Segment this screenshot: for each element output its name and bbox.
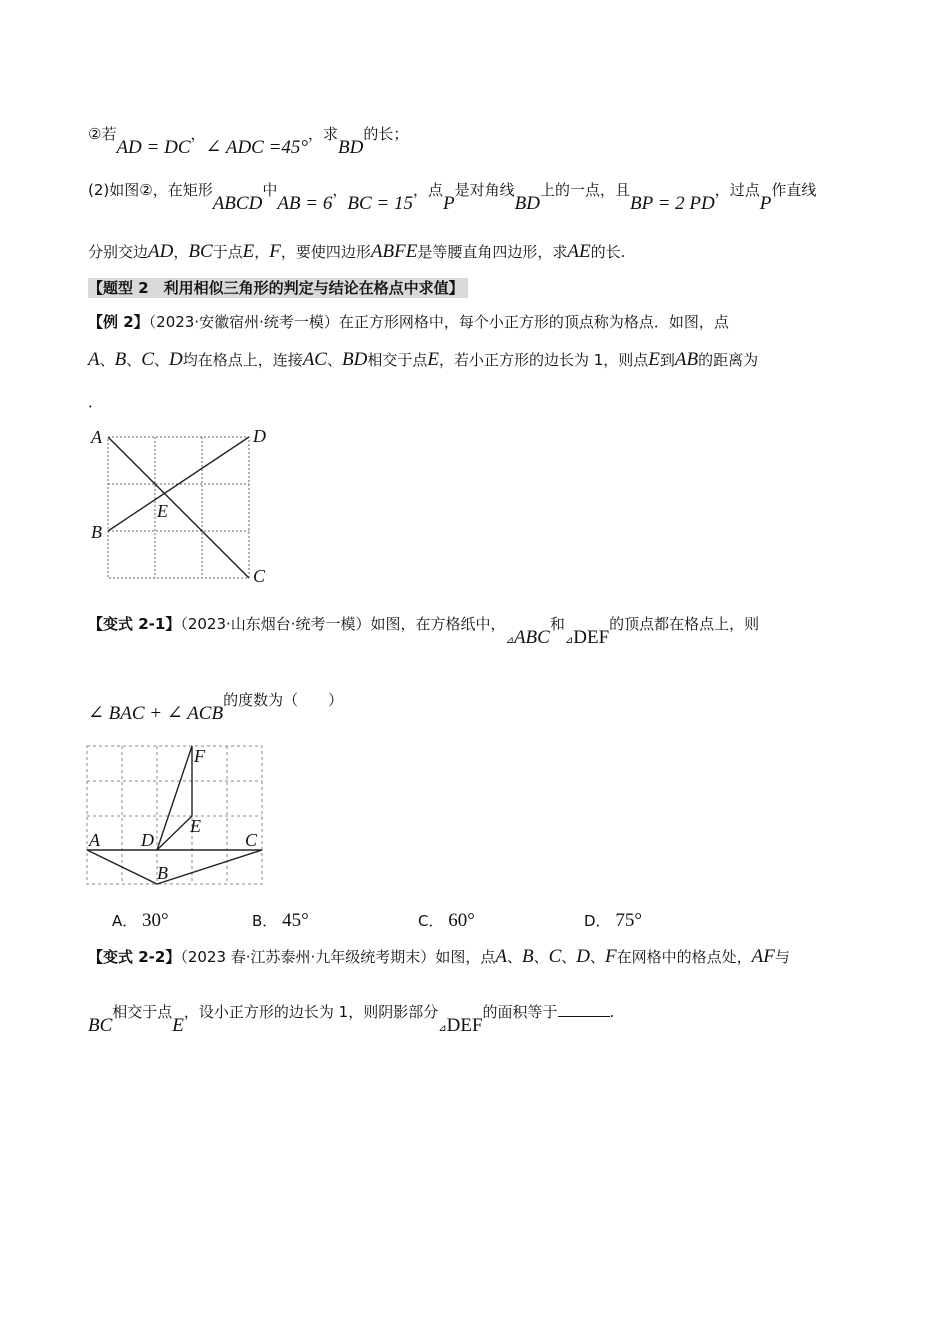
part2-line1: (2)如图②，在矩形ABCD中AB = 6，BC = 15，点P是对角线BD上的一点，且BP = 2 PD，过点P作直线: [88, 181, 817, 214]
label-b: B: [91, 522, 102, 542]
option-c[interactable]: C． 60°: [418, 910, 475, 931]
example2-figure: [84, 424, 284, 588]
segment-ac: [108, 437, 249, 578]
part1-line: ②若AD = DC，∠ ADC =45°，求BD的长；: [88, 125, 409, 158]
option-d[interactable]: D． 75°: [584, 910, 642, 931]
answer-blank[interactable]: [558, 1002, 610, 1017]
example2-line2: A、B、C、D均在格点上，连接AC、BD相交于点E，若小正方形的边长为 1，则点E到AB的距离为: [88, 349, 759, 370]
section-heading: 【题型 2 利用相似三角形的判定与结论在格点中求值】: [88, 276, 468, 300]
label-e: E: [157, 501, 168, 521]
option-b[interactable]: B． 45°: [252, 910, 309, 931]
triangle-abc: [87, 850, 262, 884]
label-e: E: [190, 816, 201, 836]
triangle-def: [157, 746, 192, 850]
label-a: A: [91, 427, 102, 447]
label-a: A: [89, 830, 100, 850]
example2-end: ．: [88, 393, 104, 411]
part2-line2: 分别交边AD，BC于点E，F，要使四边形ABFE是等腰直角四边形，求AE的长.: [88, 241, 626, 262]
label-b: B: [157, 863, 168, 883]
label-f: F: [194, 746, 205, 766]
label-c: C: [253, 566, 266, 586]
label-c: C: [245, 830, 258, 850]
variant21-line1: 【变式 2-1】（2023·山东烟台·统考一模）如图，在方格纸中，$_⊿$ABC和$_⊿$DEF的顶点都在格点上，则: [88, 615, 760, 648]
variant21-figure: [84, 740, 268, 890]
variant22-line1: 【变式 2-2】（2023 春·江苏泰州·九年级统考期末）如图，点A、B、C、D、F在网格中的格点处，AF与: [88, 946, 790, 967]
variant22-line2: BC相交于点E，设小正方形的边长为 1，则阴影部分$_⊿$DEF的面积等于 .: [88, 1003, 615, 1036]
label-d: D: [141, 830, 154, 850]
variant21-line2: ∠ BAC + ∠ ACB的度数为（ ）: [88, 691, 344, 724]
example2-line1: 【例 2】（2023·安徽宿州·统考一模）在正方形网格中，每个小正方形的顶点称为格点．如图，点: [88, 313, 729, 331]
option-a[interactable]: A． 30°: [112, 910, 169, 931]
label-d: D: [253, 426, 266, 446]
